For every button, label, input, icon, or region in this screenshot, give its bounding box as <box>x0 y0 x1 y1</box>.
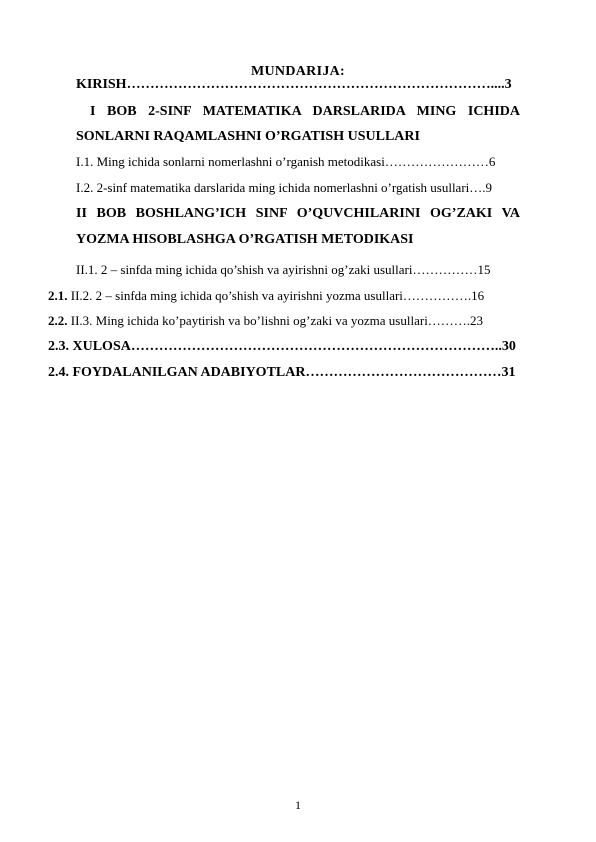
toc-entry-adabiyotlar <box>48 364 515 382</box>
toc-prefix: 2.4. <box>48 365 69 380</box>
toc-entry-text: FOYDALANILGAN ADABIYOTLAR……………………………………31 <box>72 365 516 380</box>
toc-entry-text: XULOSA……………………………………………………………………..30 <box>72 339 516 354</box>
toc-chapter-2-line-2: YOZMA HISOBLASHGA O’RGATISH METODIKASI <box>76 232 414 247</box>
toc-chapter-2-line-1: II BOB BOSHLANG’ICH SINF O’QUVCHILARINI OG’ZAKI VA <box>76 206 520 221</box>
toc-entry-2-2 <box>48 287 484 305</box>
toc-chapter-1-line-2: SONLARNI RAQAMLASHNI O’RGATISH USULLARI <box>76 129 420 144</box>
page-title: MUNDARIJA: <box>251 64 345 79</box>
toc-prefix: 2.3. <box>48 339 69 354</box>
toc-entry-1-1: I.1. Ming ichida sonlarni nomerlashni o’rganish metodikasi……………………6 <box>76 154 496 169</box>
toc-prefix: 2.1. <box>48 288 68 303</box>
toc-prefix: 2.2. <box>48 313 68 328</box>
toc-entry-xulosa <box>48 338 516 356</box>
toc-entry-text: II.2. 2 – sinfda ming ichida qo’shish va ayirishni yozma usullari…………….16 <box>70 288 485 303</box>
toc-entry-2-3 <box>48 312 483 330</box>
toc-entry-text: II.3. Ming ichida ko’paytirish va bo’lishni og’zaki va yozma usullari……….23 <box>70 313 484 328</box>
page-number: 1 <box>295 798 301 812</box>
toc-entry-2-1: II.1. 2 – sinfda ming ichida qo’shish va ayirishni og’zaki usullari……………15 <box>76 262 491 277</box>
toc-chapter-1-line-1: I BOB 2-SINF MATEMATIKA DARSLARIDA MING ICHIDA <box>90 104 520 119</box>
toc-entry-1-2: I.2. 2-sinf matematika darslarida ming ichida nomerlashni o’rgatish usullari….9 <box>76 180 493 195</box>
toc-entry-kirish: KIRISH……………………………………………………………………....3 <box>76 77 512 92</box>
